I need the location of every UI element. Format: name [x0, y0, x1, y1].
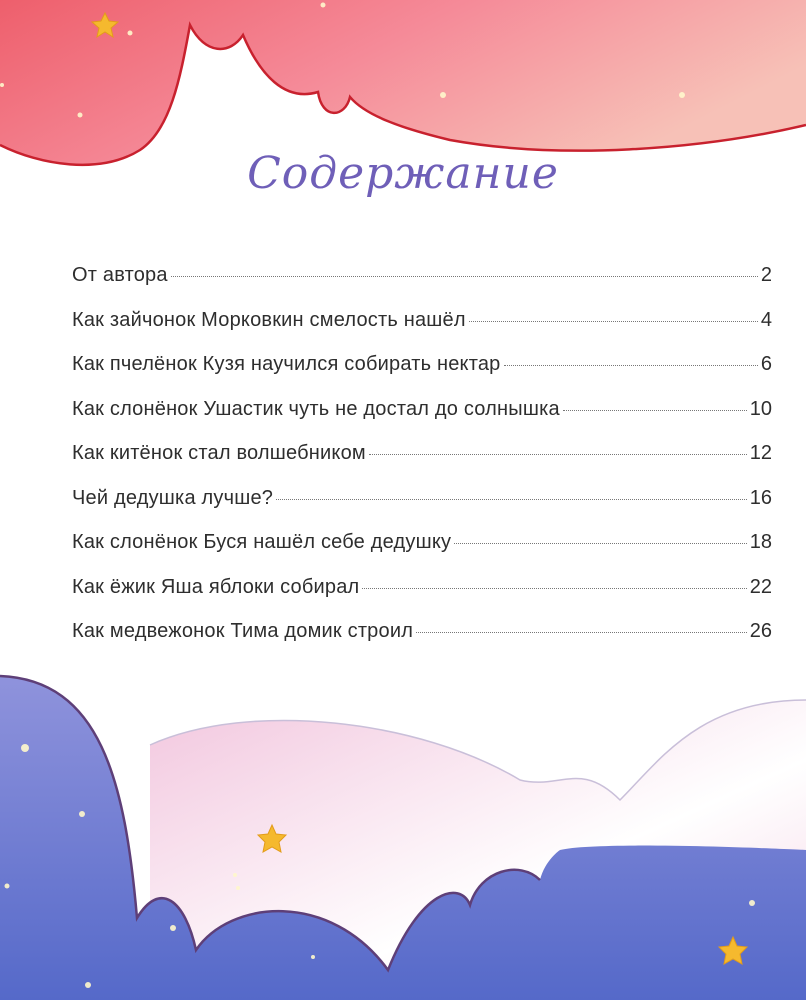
dot-leader — [454, 543, 747, 544]
dot-leader — [362, 588, 746, 589]
toc-entry-title: Как медвежонок Тима домик строил — [72, 620, 414, 642]
toc-entry-title: Как китёнок стал волшебником — [72, 442, 366, 464]
toc-entry[interactable] — [72, 398, 772, 443]
toc-entry[interactable] — [72, 353, 772, 398]
dot-leader — [276, 499, 747, 500]
toc-entry[interactable] — [72, 309, 772, 354]
dot-leader — [563, 410, 747, 411]
toc-entry-title: Как пчелёнок Кузя научился собирать нектар — [72, 353, 501, 375]
bottom-clouds — [0, 676, 806, 1000]
toc-entry-title: Как слонёнок Ушастик чуть не достал до солнышка — [72, 397, 560, 420]
toc-entry-page: 18 — [749, 531, 772, 553]
toc-entry-page: 2 — [760, 264, 772, 286]
dot-leader — [469, 321, 758, 322]
toc-entry-page: 12 — [749, 442, 772, 464]
toc-entry-page: 6 — [760, 353, 772, 375]
toc-entry[interactable] — [72, 531, 772, 576]
toc-entry-title: Как слонёнок Буся нашёл себе дедушку — [72, 531, 452, 553]
dot-leader — [171, 276, 758, 277]
toc-entry[interactable] — [72, 576, 772, 621]
top-cloud — [0, 0, 806, 165]
toc-entry-page: 26 — [749, 620, 772, 642]
dot-leader — [504, 365, 758, 366]
table-of-contents — [72, 264, 772, 665]
toc-entry[interactable] — [72, 620, 772, 665]
toc-entry[interactable] — [72, 487, 772, 532]
toc-entry-page: 10 — [749, 397, 772, 420]
toc-entry[interactable] — [72, 442, 772, 487]
toc-entry[interactable] — [72, 264, 772, 309]
page-title: Содержание — [247, 148, 559, 199]
dot-leader — [416, 632, 747, 633]
toc-entry-title: Чей дедушка лучше? — [72, 486, 274, 509]
toc-entry-page: 4 — [760, 308, 772, 331]
toc-entry-page: 16 — [749, 486, 772, 509]
toc-entry-page: 22 — [749, 575, 772, 598]
toc-entry-title: Как зайчонок Морковкин смелость нашёл — [72, 308, 466, 331]
dot-leader — [369, 454, 747, 455]
toc-entry-title: Как ёжик Яша яблоки собирал — [72, 575, 360, 598]
toc-entry-title: От автора — [72, 264, 168, 286]
